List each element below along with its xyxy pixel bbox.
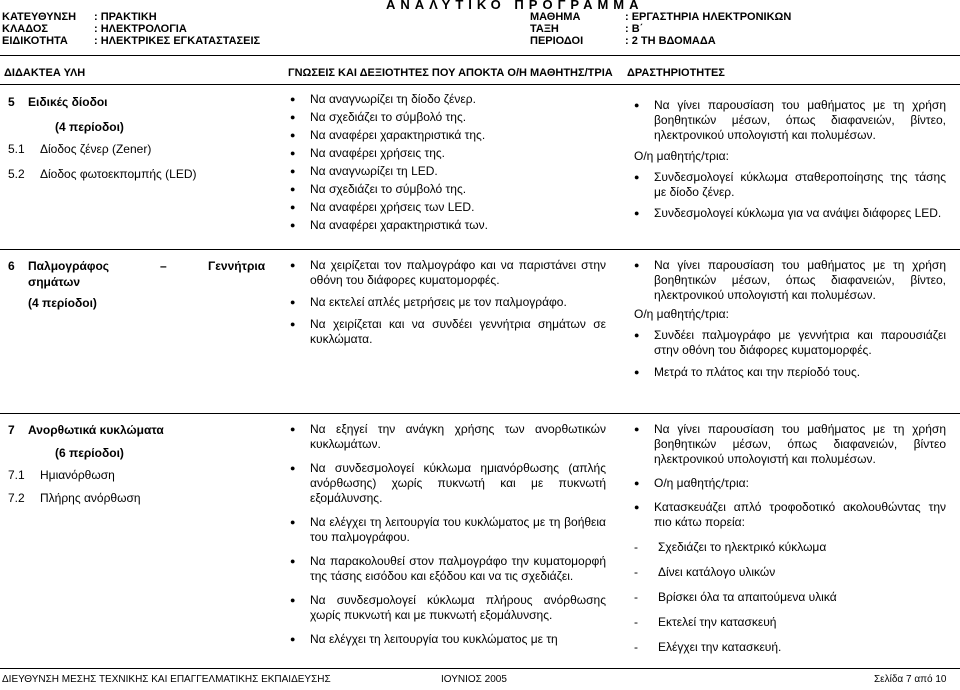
- step-item: - Βρίσκει όλα τα απαιτούμενα υλικά: [632, 590, 946, 605]
- student-label: Ο/η μαθητής/τρια:: [634, 149, 729, 163]
- list-item: ● Να εκτελεί απλές μετρήσεις με τον παλμογράφο.: [290, 295, 606, 310]
- list-item: ● Να γίνει παρουσίαση του μαθήματος με τη χρήση βοηθητικών μέσων, όπως διαφανειών, βίντεο, ηλεκτρονικού υπολογιστή και πολυμέσων.: [634, 98, 946, 143]
- section-periods: (4 περίοδοι): [55, 120, 124, 134]
- footer-page-number: Σελίδα 7 από 10: [874, 674, 947, 685]
- section-title: Γεννήτρια: [208, 259, 266, 273]
- divider: [0, 249, 960, 250]
- subsection-title: Δίοδος φωτοεκπομπής (LED): [40, 167, 197, 181]
- section-number: 5: [8, 95, 15, 109]
- section-title: Παλμογράφος: [28, 259, 110, 273]
- header-value: : ΗΛΕΚΤΡΟΛΟΓΙΑ: [94, 23, 187, 35]
- list-item: ● Ο/η μαθητής/τρια:: [634, 476, 946, 491]
- document-title: ΑΝΑΛΥΤΙΚΟ ΠΡΟΓΡΑΜΜΑ: [386, 0, 644, 12]
- list-item: ● Να αναφέρει χαρακτηριστικά της.: [290, 128, 610, 143]
- list-item: ● Να αναγνωρίζει τη δίοδο ζένερ.: [290, 92, 610, 107]
- list-item: ● Να αναφέρει χρήσεις των LED.: [290, 200, 610, 215]
- footer-divider: [0, 668, 960, 669]
- activities-list: [634, 170, 946, 221]
- activities-list: [634, 258, 946, 303]
- skills-list: [290, 92, 610, 236]
- section-periods: (6 περίοδοι): [55, 446, 124, 460]
- list-item: ● Να γίνει παρουσίαση του μαθήματος με τη χρήση βοηθητικών μέσων, όπως διαφανειών, βίντεο ηλεκτρονικού υπολογιστή και πολυμέσων.: [634, 422, 946, 467]
- section-number: 6: [8, 259, 15, 273]
- list-item: ● Να συνδεσμολογεί κύκλωμα ημιανόρθωσης (απλής ανόρθωσης) χωρίς πυκνωτή και με πυκνωτή εξομάλυνσης.: [290, 461, 606, 506]
- section-number: 7: [8, 423, 15, 437]
- list-item: ● Να ελέγχει τη λειτουργία του κυκλώματος με τη βοήθεια του παλμογράφου.: [290, 515, 606, 545]
- activities-list: [634, 422, 946, 530]
- header-value: : ΗΛΕΚΤΡΙΚΕΣ ΕΓΚΑΤΑΣΤΑΣΕΙΣ: [94, 35, 261, 47]
- divider: [0, 84, 960, 85]
- list-item: ● Να συνδεσμολογεί κύκλωμα πλήρους ανόρθωσης χωρίς πυκνωτή και με πυκνωτή εξομάλυνσης.: [290, 593, 606, 623]
- list-item: ● Να αναφέρει χρήσεις της.: [290, 146, 610, 161]
- header-label: ΚΛΑΔΟΣ: [2, 23, 48, 35]
- list-item: ● Να ελέγχει τη λειτουργία του κυκλώματος με τη: [290, 632, 606, 647]
- header-value: : ΠΡΑΚΤΙΚΗ: [94, 11, 157, 23]
- divider: [0, 413, 960, 414]
- col-header-activities: ΔΡΑΣΤΗΡΙΟΤΗΤΕΣ: [627, 67, 725, 79]
- section-periods: (4 περίοδοι): [28, 296, 97, 310]
- list-item: ● Να σχεδιάζει το σύμβολό της.: [290, 110, 610, 125]
- header-label: ΕΙΔΙΚΟΤΗΤΑ: [2, 35, 68, 47]
- step-item: - Σχεδιάζει το ηλεκτρικό κύκλωμα: [632, 540, 946, 555]
- list-item: ● Συνδεσμολογεί κύκλωμα για να ανάψει διάφορες LED.: [634, 206, 946, 221]
- list-item: ● Να χειρίζεται και να συνδέει γεννήτρια σημάτων σε κυκλώματα.: [290, 317, 606, 347]
- divider: [0, 55, 960, 56]
- footer-date: ΙΟΥΝΙΟΣ 2005: [441, 674, 507, 685]
- list-item: ● Να εξηγεί την ανάγκη χρήσης των ανορθωτικών κυκλωμάτων.: [290, 422, 606, 452]
- header-label: ΠΕΡΙΟΔΟΙ: [530, 35, 584, 47]
- list-item: ● Να αναγνωρίζει τη LED.: [290, 164, 610, 179]
- list-item: ● Να γίνει παρουσίαση του μαθήματος με τη χρήση βοηθητικών μέσων, όπως διαφανειών, βίντεο, ηλεκτρονικού υπολογιστή και πολυμέσων.: [634, 258, 946, 303]
- header-label: ΚΑΤΕΥΘΥΝΣΗ: [2, 11, 77, 23]
- col-header-skills: ΓΝΩΣΕΙΣ ΚΑΙ ΔΕΞΙΟΤΗΤΕΣ ΠΟΥ ΑΠΟΚΤΑ Ο/Η ΜΑΘΗΤΗΣ/ΤΡΙΑ: [288, 67, 613, 79]
- section-title: σημάτων: [28, 275, 81, 289]
- list-item: ● Να σχεδιάζει το σύμβολό της.: [290, 182, 610, 197]
- student-label: Ο/η μαθητής/τρια:: [634, 307, 729, 321]
- step-item: - Δίνει κατάλογο υλικών: [632, 565, 946, 580]
- list-item: ● Συνδέει παλμογράφο με γεννήτρια και παρουσιάζει στην οθόνη του διάφορες κυματομορφές.: [634, 328, 946, 358]
- section-title: Ειδικές δίοδοι: [28, 95, 108, 109]
- step-item: - Εκτελεί την κατασκευή: [632, 615, 946, 630]
- subsection-number: 7.2: [8, 491, 25, 505]
- list-item: ● Μετρά το πλάτος και την περίοδό τους.: [634, 365, 946, 380]
- list-item: ● Να χειρίζεται τον παλμογράφο και να παριστάνει στην οθόνη του διάφορες κυματομορφές.: [290, 258, 606, 288]
- header-value: : 2 ΤΗ ΒΔΟΜΑΔΑ: [625, 35, 716, 47]
- subsection-title: Δίοδος ζένερ (Zener): [40, 142, 152, 156]
- step-item: - Ελέγχει την κατασκευή.: [632, 640, 946, 655]
- list-item: ● Να αναφέρει χαρακτηριστικά των.: [290, 218, 610, 233]
- subsection-number: 7.1: [8, 468, 25, 482]
- list-item: ● Κατασκευάζει απλό τροφοδοτικό ακολουθώντας την πιο κάτω πορεία:: [634, 500, 946, 530]
- activities: [634, 258, 946, 383]
- activities-list: [634, 98, 946, 143]
- skills-list: [290, 422, 606, 650]
- skills-list: [290, 258, 606, 350]
- list-item: ● Συνδεσμολογεί κύκλωμα σταθεροποίησης της τάσης με δίοδο ζένερ.: [634, 170, 946, 200]
- activities-list: [634, 328, 946, 380]
- section-title-dash: –: [160, 259, 167, 273]
- header-value: : Β΄: [625, 23, 644, 35]
- header-value: : ΕΡΓΑΣΤΗΡΙΑ ΗΛΕΚΤΡΟΝΙΚΩΝ: [625, 11, 792, 23]
- subsection-number: 5.2: [8, 167, 25, 181]
- subsection-title: Ημιανόρθωση: [40, 468, 115, 482]
- header-label: ΤΑΞΗ: [530, 23, 559, 35]
- section-title: Ανορθωτικά κυκλώματα: [28, 423, 164, 437]
- list-item: ● Να παρακολουθεί στον παλμογράφο την κυματομορφή της τάσης εισόδου και εξόδου και να τις σχεδιάζει.: [290, 554, 606, 584]
- col-header-material: ΔΙΔΑΚΤΕΑ ΥΛΗ: [4, 67, 86, 79]
- subsection-number: 5.1: [8, 142, 25, 156]
- activities: [634, 422, 946, 665]
- header-label: ΜΑΘΗΜΑ: [530, 11, 581, 23]
- subsection-title: Πλήρης ανόρθωση: [40, 491, 141, 505]
- footer-department: ΔΙΕΥΘΥΝΣΗ ΜΕΣΗΣ ΤΕΧΝΙΚΗΣ ΚΑΙ ΕΠΑΓΓΕΛΜΑΤΙΚΗΣ ΕΚΠΑΙΔΕΥΣΗΣ: [2, 674, 331, 685]
- activities: [634, 98, 946, 224]
